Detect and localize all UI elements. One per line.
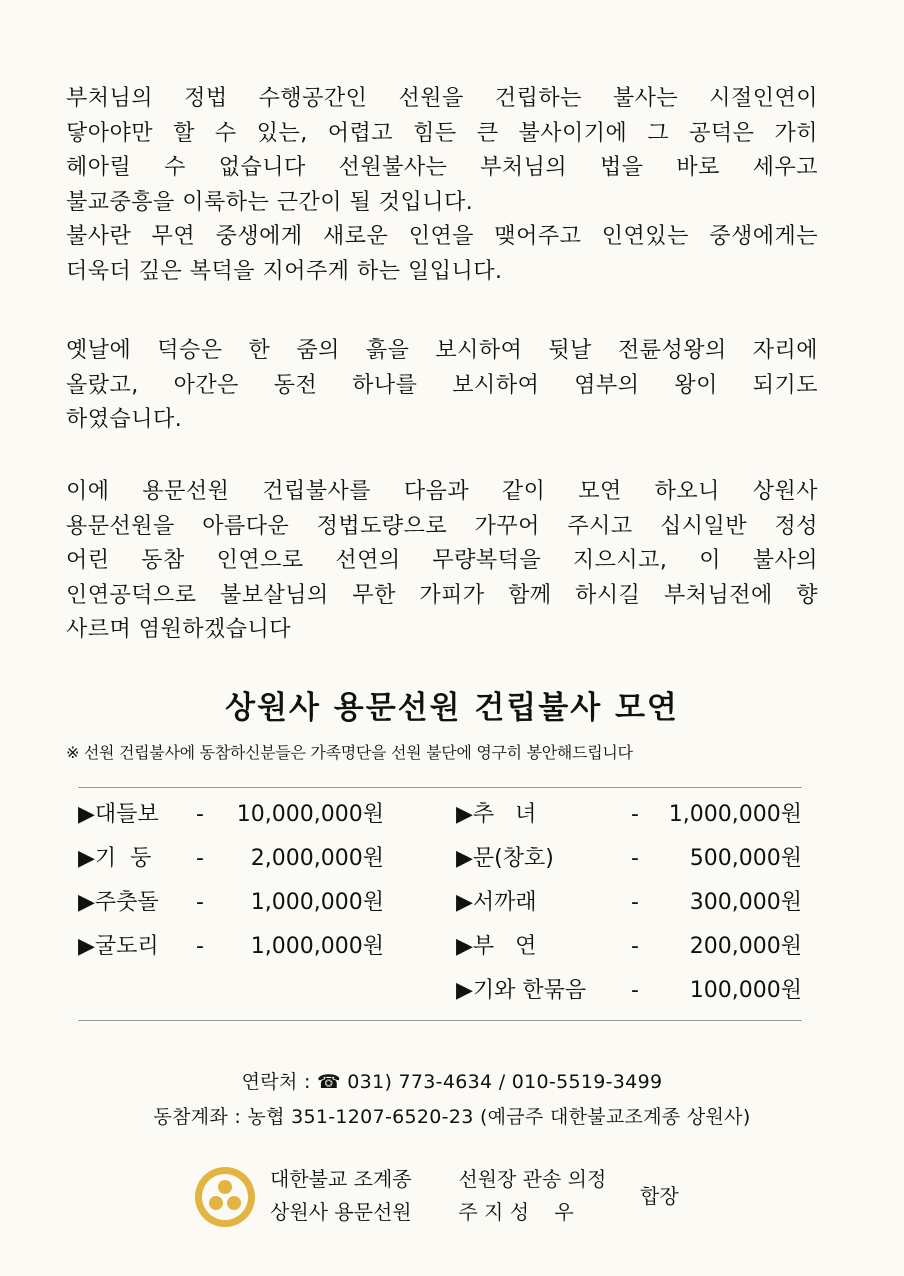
paragraph-line: 닿아야만 할 수 있는, 어렵고 힘든 큰 불사이기에 그 공덕은 가히: [66, 120, 818, 146]
donation-item-row: [456, 800, 802, 830]
donation-item-dash: -: [631, 846, 639, 871]
paragraph-line: 불교중흥을 이룩하는 근간이 될 것입니다.: [66, 189, 474, 215]
donation-item-row: [456, 844, 802, 874]
paragraph-line: 인연공덕으로 불보살님의 무한 가피가 함께 하시길 부처님전에 향: [66, 582, 818, 608]
paragraph-line: 올랐고, 아간은 동전 하나를 보시하여 염부의 왕이 되기도: [66, 372, 818, 398]
donation-item-dash: -: [196, 846, 204, 871]
donation-item-row: [78, 932, 384, 962]
donation-item-row: [78, 844, 384, 874]
donation-item-name: ▶굴도리: [78, 934, 159, 959]
donation-item-amount: 1,000,000원: [250, 934, 384, 959]
paragraph-line: 더욱더 깊은 복덕을 지어주게 하는 일입니다.: [66, 258, 503, 284]
appeal-paragraph: [66, 475, 818, 648]
paragraph-line: 옛날에 덕승은 한 줌의 흙을 보시하여 뒷날 전륜성왕의 자리에: [66, 338, 818, 363]
donation-item-row: [456, 888, 802, 918]
intro-paragraph: [66, 82, 818, 289]
donation-item-amount: 300,000원: [689, 890, 802, 915]
paragraph-line: 사르며 염원하겠습니다: [66, 617, 292, 642]
donation-item-dash: -: [196, 890, 204, 915]
donation-item-amount: 1,000,000원: [250, 890, 384, 915]
campaign-title: 상원사 용문선원 건립불사 모연: [225, 690, 679, 726]
donation-item-name: ▶대들보: [78, 802, 159, 827]
donation-item-dash: -: [631, 802, 639, 827]
signature-block: [270, 1163, 606, 1229]
paragraph-line: 하였습니다.: [66, 407, 183, 432]
donation-item-name: ▶기 둥: [78, 846, 152, 871]
donation-item-dash: -: [196, 934, 204, 959]
paragraph-line: 헤아릴 수 없습니다 선원불사는 부처님의 법을 바로 세우고: [66, 155, 818, 180]
donation-item-name: ▶기와 한묶음: [456, 978, 587, 1003]
donation-item-row: [78, 888, 384, 918]
paragraph-line: 불사란 무연 중생에게 새로운 인연을 맺어주고 인연있는 중생에게는: [66, 224, 818, 249]
hapjang-text: 합장: [640, 1184, 679, 1208]
donation-item-amount: 100,000원: [689, 978, 802, 1003]
jogye-order-logo-icon: [193, 1165, 257, 1229]
signature-temple: 상원사 용문선원: [270, 1200, 412, 1224]
signature-seonwonjang: 선원장 관송 의정: [458, 1167, 607, 1191]
donation-item-dash: -: [631, 978, 639, 1003]
donation-item-amount: 500,000원: [689, 846, 802, 871]
donation-item-amount: 200,000원: [689, 934, 802, 959]
paragraph-line: 부처님의 정법 수행공간인 선원을 건립하는 불사는 시절인연이: [66, 86, 818, 111]
signature-abbot: 주 지 성 우: [458, 1200, 574, 1224]
contact-phone: 연락처 : ☎ 031) 773-4634 / 010-5519-3499: [241, 1071, 663, 1093]
story-paragraph: [66, 334, 818, 438]
enshrinement-notice: ※ 선원 건립불사에 동참하신분들은 가족명단을 선원 불단에 영구히 봉안해드립니다: [66, 743, 633, 762]
donation-account: 동참계좌 : 농협 351-1207-6520-23 (예금주 대한불교조계종 상원사): [153, 1106, 751, 1128]
donation-item-row: [456, 976, 802, 1006]
paragraph-line: 어린 동참 인연으로 선연의 무량복덕을 지으시고, 이 불사의: [66, 548, 818, 573]
paragraph-line: 이에 용문선원 건립불사를 다음과 같이 모연 하오니 상원사: [66, 479, 818, 504]
donation-item-row: [456, 932, 802, 962]
donation-item-name: ▶문(창호): [456, 846, 554, 871]
donation-item-name: ▶부 연: [456, 934, 537, 959]
signature-org: 대한불교 조계종: [270, 1167, 412, 1191]
donation-item-dash: -: [631, 890, 639, 915]
donation-item-name: ▶추 녀: [456, 802, 537, 827]
donation-item-dash: -: [631, 934, 639, 959]
donation-item-dash: -: [196, 802, 204, 827]
divider-bottom: [78, 1020, 802, 1021]
donation-item-name: ▶서까래: [456, 890, 537, 915]
donation-item-amount: 10,000,000원: [236, 802, 384, 827]
donation-item-name: ▶주춧돌: [78, 890, 159, 915]
donation-item-row: [78, 800, 384, 830]
divider-top: [78, 787, 802, 788]
donation-item-amount: 1,000,000원: [668, 802, 802, 827]
paragraph-line: 용문선원을 아름다운 정법도량으로 가꾸어 주시고 십시일반 정성: [66, 513, 818, 539]
donation-item-amount: 2,000,000원: [250, 846, 384, 871]
